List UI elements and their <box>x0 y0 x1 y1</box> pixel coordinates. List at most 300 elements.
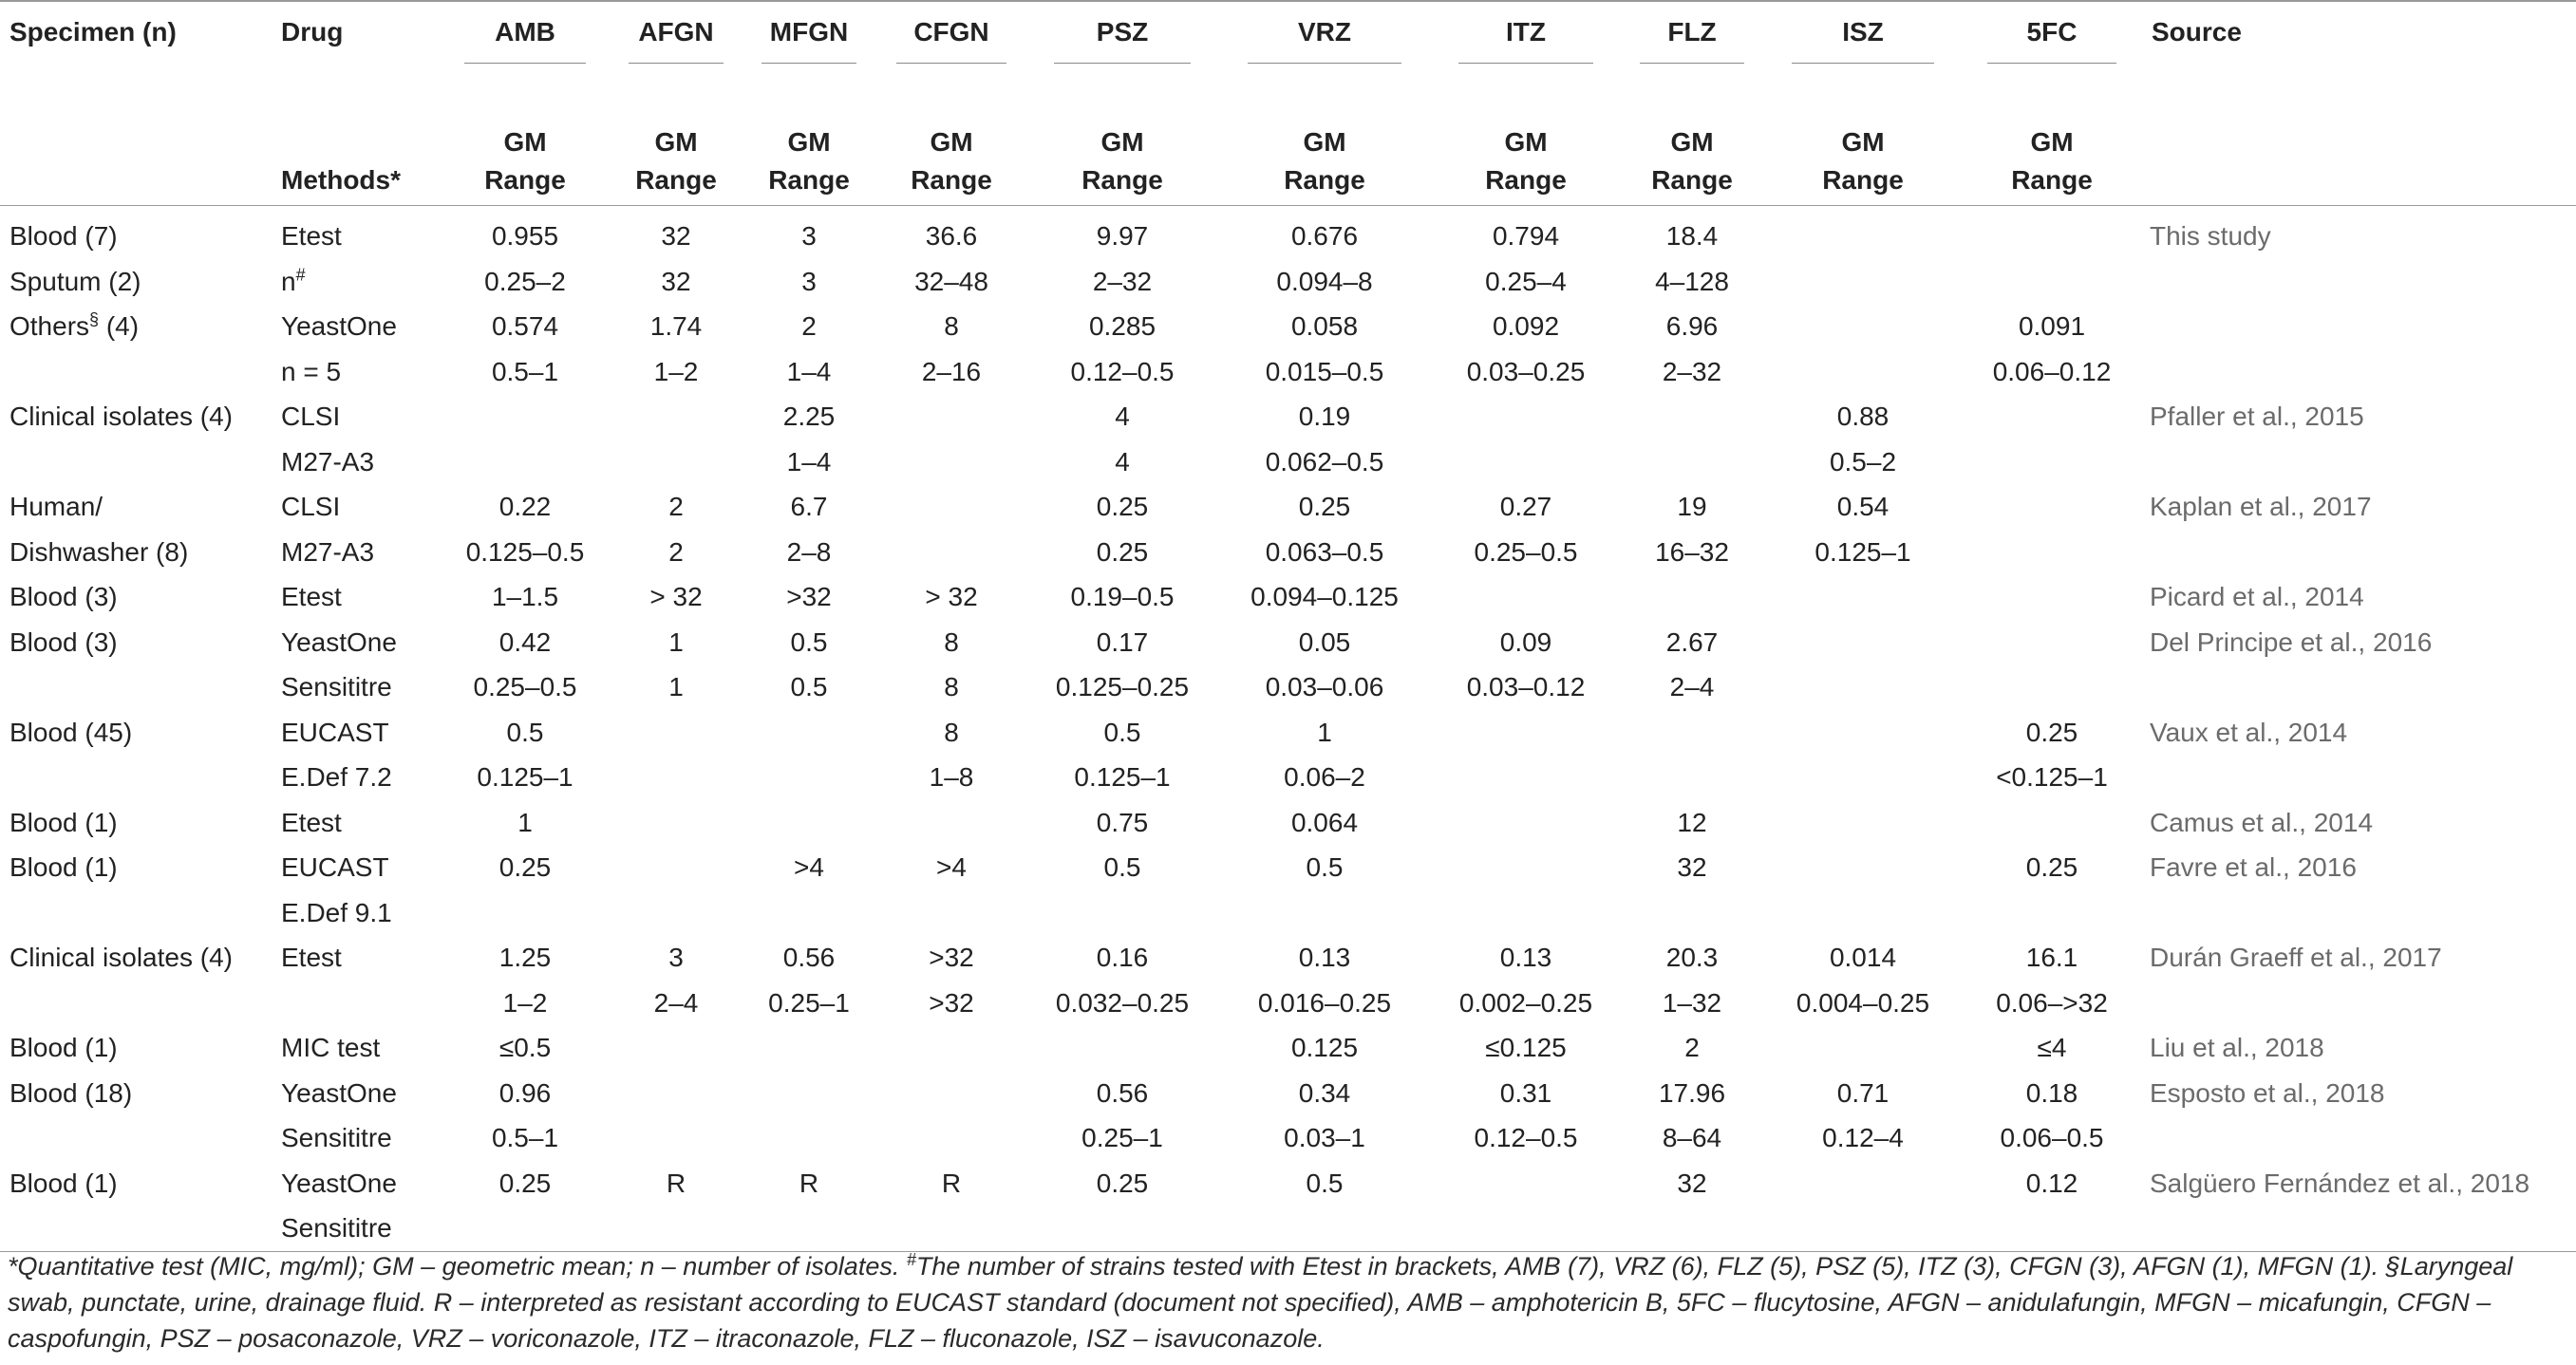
cell-value-psz: 0.16 <box>1096 943 1149 972</box>
cell-value-amb: 0.5–1 <box>491 356 559 386</box>
cell-value-amb: 0.5–1 <box>491 1123 559 1152</box>
cell-value-vrz <box>1217 1206 1432 1251</box>
cell-specimen: Dishwasher (8) <box>9 536 189 567</box>
cell-method: CLSI <box>281 402 341 431</box>
cell-value-psz: 0.17 <box>1096 626 1149 657</box>
cell-value-amb <box>441 890 610 936</box>
cell-value-isz <box>1764 304 1962 349</box>
cell-value-vrz: 0.064 <box>1290 807 1359 837</box>
cell-value-mfgn: 0.25–1 <box>768 987 850 1018</box>
header-specimen: Specimen (n) <box>9 17 177 47</box>
cell-value-cfgn <box>875 1071 1027 1116</box>
header-drug-row <box>0 0 2576 97</box>
cell-value-amb: 0.25–2 <box>484 266 566 296</box>
header-gm-range: GM Range <box>635 127 717 195</box>
cell-value-isz <box>1764 574 1962 620</box>
cell-value-amb: 0.96 <box>498 1077 552 1108</box>
header-drug-itz: ITZ <box>1432 0 1620 97</box>
table-body <box>0 206 2576 1252</box>
cell-value-5fc <box>1962 484 2142 530</box>
cell-value-cfgn: 1–8 <box>929 762 974 792</box>
header-gm-range: GM Range <box>1081 127 1163 195</box>
cell-value-vrz <box>1217 890 1432 936</box>
cell-value-5fc <box>1962 574 2142 620</box>
cell-specimen: Blood (1) <box>9 1168 118 1198</box>
cell-value-flz <box>1620 890 1764 936</box>
cell-value-isz <box>1764 890 1962 936</box>
cell-method: E.Def 9.1 <box>281 897 392 927</box>
cell-value-vrz: 0.13 <box>1298 943 1351 972</box>
cell-method: M27-A3 <box>281 446 375 477</box>
cell-value-afgn <box>610 800 743 846</box>
cell-value-flz: 12 <box>1677 807 1707 837</box>
cell-value-cfgn: >4 <box>936 852 967 882</box>
cell-value-mfgn: R <box>799 1168 819 1198</box>
cell-value-psz: 0.75 <box>1096 807 1149 837</box>
cell-value-mfgn <box>743 1115 875 1161</box>
cell-value-itz: 0.09 <box>1499 626 1552 657</box>
cell-value-cfgn: >32 <box>929 943 974 972</box>
cell-value-flz <box>1620 439 1764 485</box>
cell-value-cfgn <box>875 800 1027 846</box>
cell-value-5fc <box>1962 206 2142 259</box>
cell-value-psz <box>1027 1206 1217 1251</box>
table-row <box>0 664 2576 710</box>
cell-value-cfgn: 8 <box>944 672 959 701</box>
table-row <box>0 620 2576 665</box>
cell-value-afgn <box>610 1071 743 1116</box>
cell-value-afgn <box>610 710 743 756</box>
cell-value-itz: 0.03–0.25 <box>1466 356 1586 386</box>
cell-value-cfgn: >32 <box>929 987 974 1018</box>
cell-method: YeastOne <box>281 626 397 657</box>
cell-value-flz: 2.67 <box>1665 626 1719 657</box>
cell-value-5fc: 0.12 <box>2025 1168 2078 1198</box>
cell-value-isz: 0.125–1 <box>1814 536 1911 567</box>
table-row <box>0 530 2576 575</box>
cell-value-cfgn <box>875 890 1027 936</box>
cell-source: Favre et al., 2016 <box>2150 852 2357 882</box>
cell-value-5fc <box>1962 439 2142 485</box>
cell-value-5fc <box>1962 259 2142 305</box>
cell-source: Pfaller et al., 2015 <box>2150 402 2364 431</box>
cell-value-vrz: 0.03–1 <box>1284 1123 1365 1152</box>
cell-specimen: Blood (3) <box>9 626 118 657</box>
cell-value-vrz: 0.058 <box>1290 311 1359 341</box>
header-gm-range: GM Range <box>768 127 850 195</box>
cell-value-5fc <box>1962 394 2142 439</box>
cell-value-psz: 2–32 <box>1092 266 1153 296</box>
header-drug: Drug <box>281 17 344 47</box>
cell-value-afgn: 2–4 <box>653 987 699 1018</box>
cell-value-itz: 0.13 <box>1499 943 1552 972</box>
cell-value-vrz: 0.125 <box>1290 1033 1359 1062</box>
cell-value-isz <box>1764 259 1962 305</box>
table-row <box>0 710 2576 756</box>
cell-value-mfgn: 3 <box>801 266 817 296</box>
cell-value-mfgn: >32 <box>786 582 832 611</box>
cell-method: E.Def 7.2 <box>281 762 392 792</box>
cell-value-cfgn: 8 <box>944 717 959 747</box>
cell-value-itz: 0.27 <box>1499 492 1552 521</box>
cell-value-afgn <box>610 1206 743 1251</box>
cell-value-amb: 0.42 <box>498 626 552 657</box>
cell-source <box>2142 664 2576 710</box>
table-row <box>0 574 2576 620</box>
cell-value-mfgn: 0.56 <box>782 943 836 972</box>
cell-value-flz: 16–32 <box>1655 536 1729 567</box>
cell-value-cfgn: R <box>941 1168 962 1198</box>
cell-value-itz: 0.25–4 <box>1485 266 1567 296</box>
header-gm-range: GM Range <box>1822 127 1904 195</box>
cell-value-afgn <box>610 845 743 890</box>
cell-method <box>272 981 441 1026</box>
footnote-hash: # <box>906 1250 916 1269</box>
header-drug-afgn: AFGN <box>610 0 743 97</box>
footnote-part1: *Quantitative test (MIC, mg/ml); GM – geometric mean; n – number of isolates. <box>8 1252 907 1281</box>
cell-value-5fc <box>1962 1206 2142 1251</box>
cell-value-psz: 4 <box>1115 446 1130 477</box>
cell-specimen: Human/ <box>9 492 103 521</box>
cell-value-isz <box>1764 206 1962 259</box>
cell-value-5fc <box>1962 664 2142 710</box>
header-gm-range: GM Range <box>1651 127 1733 195</box>
cell-source: Kaplan et al., 2017 <box>2150 492 2372 521</box>
cell-method: EUCAST <box>281 852 389 882</box>
cell-value-vrz: 0.094–8 <box>1276 266 1373 296</box>
table-row <box>0 206 2576 259</box>
cell-value-psz: 0.25 <box>1096 1168 1149 1198</box>
cell-value-psz: 0.25–1 <box>1081 1123 1163 1152</box>
cell-source: Vaux et al., 2014 <box>2150 717 2348 747</box>
cell-value-vrz: 0.5 <box>1306 852 1344 882</box>
cell-value-vrz: 0.5 <box>1306 1168 1344 1198</box>
cell-value-isz: 0.004–0.25 <box>1796 987 1930 1018</box>
cell-value-mfgn: 2–8 <box>786 536 832 567</box>
table-row <box>0 1206 2576 1251</box>
cell-value-afgn: 32 <box>661 266 691 296</box>
cell-value-flz <box>1620 394 1764 439</box>
cell-value-5fc: 0.06–0.12 <box>1992 356 2112 386</box>
cell-specimen: Blood (45) <box>9 717 133 747</box>
cell-method: Sensititre <box>281 672 392 701</box>
cell-value-psz: 0.285 <box>1088 311 1156 341</box>
cell-value-afgn <box>610 394 743 439</box>
cell-value-mfgn: >4 <box>794 852 824 882</box>
cell-value-5fc: 0.06–0.5 <box>2000 1123 2104 1152</box>
cell-source <box>2142 349 2576 395</box>
cell-value-5fc: 0.091 <box>2018 311 2086 341</box>
table-row <box>0 981 2576 1026</box>
cell-value-amb: 1–1.5 <box>491 582 559 611</box>
cell-value-flz <box>1620 755 1764 800</box>
cell-value-amb <box>441 439 610 485</box>
table-footnote <box>8 1248 2562 1356</box>
cell-value-amb: 0.574 <box>491 311 559 341</box>
cell-value-psz: 0.125–0.25 <box>1055 672 1190 701</box>
cell-value-cfgn <box>875 439 1027 485</box>
cell-value-afgn: 3 <box>668 943 684 972</box>
cell-value-vrz: 0.094–0.125 <box>1250 582 1399 611</box>
cell-value-vrz: 0.25 <box>1298 492 1351 521</box>
cell-value-afgn: > 32 <box>649 582 703 611</box>
cell-value-isz <box>1764 710 1962 756</box>
cell-source <box>2142 755 2576 800</box>
table-row <box>0 304 2576 349</box>
cell-value-amb: 0.25–0.5 <box>473 672 577 701</box>
cell-value-psz: 4 <box>1115 402 1130 431</box>
cell-value-vrz: 0.06–2 <box>1284 762 1365 792</box>
cell-value-itz: 0.31 <box>1499 1077 1552 1108</box>
header-drug-cfgn: CFGN <box>875 0 1027 97</box>
cell-specimen <box>0 1206 272 1251</box>
cell-source <box>2142 1115 2576 1161</box>
header-drug-vrz: VRZ <box>1217 0 1432 97</box>
cell-value-mfgn: 0.5 <box>790 672 828 701</box>
cell-method: YeastOne <box>281 1168 397 1198</box>
cell-value-cfgn: 2–16 <box>921 356 982 386</box>
cell-value-psz: 0.56 <box>1096 1077 1149 1108</box>
cell-specimen: Sputum (2) <box>9 266 141 296</box>
cell-value-flz: 2–4 <box>1669 672 1715 701</box>
cell-value-amb: 0.5 <box>506 717 544 747</box>
cell-value-5fc: 0.18 <box>2025 1077 2078 1108</box>
table-row <box>0 1115 2576 1161</box>
cell-value-flz: 20.3 <box>1665 943 1719 972</box>
cell-value-itz <box>1432 890 1620 936</box>
cell-value-flz: 32 <box>1677 852 1707 882</box>
cell-value-itz <box>1432 439 1620 485</box>
cell-value-afgn: 2 <box>668 536 684 567</box>
cell-source: Del Principe et al., 2016 <box>2150 626 2433 657</box>
cell-value-mfgn <box>743 755 875 800</box>
cell-value-isz <box>1764 1025 1962 1071</box>
cell-value-isz: 0.014 <box>1829 943 1897 972</box>
cell-value-amb: 0.22 <box>498 492 552 521</box>
cell-source <box>2142 439 2576 485</box>
cell-value-flz: 18.4 <box>1665 221 1719 251</box>
cell-method: M27-A3 <box>281 536 375 567</box>
cell-value-5fc: 0.06–>32 <box>1996 987 2108 1018</box>
cell-source: Salgüero Fernández et al., 2018 <box>2150 1168 2530 1198</box>
cell-value-cfgn: 8 <box>944 311 959 341</box>
cell-value-cfgn <box>875 1115 1027 1161</box>
cell-value-afgn: R <box>666 1168 686 1198</box>
cell-value-flz: 6.96 <box>1665 311 1719 341</box>
cell-specimen: Clinical isolates (4) <box>9 943 233 972</box>
cell-value-cfgn <box>875 394 1027 439</box>
cell-specimen <box>0 664 272 710</box>
cell-value-flz: 1–32 <box>1662 987 1722 1018</box>
table-row <box>0 890 2576 936</box>
cell-value-mfgn: 3 <box>801 221 817 251</box>
cell-value-mfgn: 6.7 <box>790 492 828 521</box>
cell-value-amb <box>441 394 610 439</box>
cell-source: Camus et al., 2014 <box>2150 807 2374 837</box>
cell-value-cfgn: 8 <box>944 626 959 657</box>
cell-source: This study <box>2150 221 2271 251</box>
cell-method: Sensititre <box>281 1213 392 1243</box>
cell-value-psz: 0.5 <box>1103 852 1141 882</box>
cell-value-mfgn: 1–4 <box>786 356 832 386</box>
cell-value-5fc: 0.25 <box>2025 717 2078 747</box>
cell-value-amb: 1 <box>517 807 533 837</box>
footnote-part2: The number of strains tested with Etest in brackets, AMB (7), VRZ (6), FLZ (5), PSZ (5), ITZ (3), CFGN (3), AFGN (1), MFGN (1). §Laryngeal swab, punctate, urine, drainage fluid. R – interpreted as resistant according to EUCAST standard (document not specified), AMB – amphotericin B, 5FC – flucytosine, AFGN – anidulafungin, MFGN – micafungin, CFGN – caspofungin, PSZ – posaconazole, VRZ – voriconazole, ITZ – itraconazole, FLZ – fluconazole, ISZ – isavuconazole. <box>8 1252 2513 1353</box>
table-row <box>0 394 2576 439</box>
cell-value-mfgn <box>743 1071 875 1116</box>
cell-method: n# <box>281 265 306 296</box>
cell-source: Liu et al., 2018 <box>2150 1033 2324 1062</box>
cell-value-itz <box>1432 800 1620 846</box>
cell-value-amb: 0.955 <box>491 221 559 251</box>
cell-value-itz: 0.25–0.5 <box>1474 536 1578 567</box>
cell-value-afgn: 1 <box>668 626 684 657</box>
cell-value-5fc: 0.25 <box>2025 852 2078 882</box>
cell-value-itz <box>1432 1161 1620 1206</box>
cell-specimen: Blood (7) <box>9 221 118 251</box>
cell-value-cfgn <box>875 484 1027 530</box>
cell-value-itz: 0.03–0.12 <box>1466 672 1586 701</box>
cell-specimen: Others§ (4) <box>9 309 140 341</box>
cell-value-5fc: <0.125–1 <box>1996 762 2108 792</box>
cell-value-5fc: ≤4 <box>2037 1033 2067 1062</box>
cell-value-afgn <box>610 1025 743 1071</box>
table-row <box>0 259 2576 305</box>
cell-source: Durán Graeff et al., 2017 <box>2150 943 2442 972</box>
cell-method: Etest <box>281 221 342 251</box>
cell-value-afgn: 1–2 <box>653 356 699 386</box>
cell-value-isz <box>1764 845 1962 890</box>
cell-specimen: Blood (1) <box>9 807 118 837</box>
cell-value-vrz: 0.062–0.5 <box>1265 446 1384 477</box>
cell-value-flz <box>1620 574 1764 620</box>
cell-value-isz <box>1764 800 1962 846</box>
cell-value-5fc <box>1962 620 2142 665</box>
cell-value-cfgn <box>875 530 1027 575</box>
header-specimen-blank <box>0 97 272 206</box>
table-row <box>0 484 2576 530</box>
cell-value-mfgn <box>743 1206 875 1251</box>
cell-value-isz: 0.5–2 <box>1829 446 1897 477</box>
table-row <box>0 1161 2576 1206</box>
cell-value-flz <box>1620 1206 1764 1251</box>
cell-source <box>2142 890 2576 936</box>
cell-method: Etest <box>281 807 342 837</box>
cell-value-isz <box>1764 1206 1962 1251</box>
cell-value-afgn: 1 <box>668 672 684 701</box>
cell-value-isz <box>1764 755 1962 800</box>
cell-value-cfgn <box>875 1206 1027 1251</box>
cell-value-flz: 2–32 <box>1662 356 1722 386</box>
header-source-blank <box>2142 97 2576 206</box>
cell-source <box>2142 259 2576 305</box>
cell-value-flz: 17.96 <box>1658 1077 1726 1108</box>
cell-value-psz: 0.032–0.25 <box>1055 987 1190 1018</box>
table-row <box>0 439 2576 485</box>
cell-value-vrz: 0.34 <box>1298 1077 1351 1108</box>
cell-value-amb: 0.125–1 <box>477 762 573 792</box>
cell-value-vrz: 0.05 <box>1298 626 1351 657</box>
cell-value-psz: 9.97 <box>1096 221 1149 251</box>
header-drug-amb: AMB <box>441 0 610 97</box>
cell-value-itz <box>1432 845 1620 890</box>
cell-source: Esposto et al., 2018 <box>2150 1077 2385 1108</box>
cell-value-mfgn <box>743 1025 875 1071</box>
table-row <box>0 1071 2576 1116</box>
cell-value-flz <box>1620 710 1764 756</box>
cell-value-isz: 0.12–4 <box>1822 1123 1904 1152</box>
cell-value-itz <box>1432 574 1620 620</box>
table-row <box>0 935 2576 981</box>
cell-value-cfgn: 32–48 <box>914 266 988 296</box>
cell-value-amb: 1.25 <box>498 943 552 972</box>
cell-specimen: Clinical isolates (4) <box>9 402 233 431</box>
cell-value-psz: 0.125–1 <box>1074 762 1171 792</box>
cell-value-flz: 8–64 <box>1662 1123 1722 1152</box>
header-method-row <box>0 97 2576 206</box>
table-row <box>0 755 2576 800</box>
table-row <box>0 1025 2576 1071</box>
cell-value-cfgn: 36.6 <box>925 221 978 251</box>
cell-value-isz <box>1764 620 1962 665</box>
header-source: Source <box>2152 17 2242 47</box>
cell-method: YeastOne <box>281 311 397 341</box>
cell-method: Etest <box>281 943 342 972</box>
header-drug-isz: ISZ <box>1764 0 1962 97</box>
cell-value-itz <box>1432 394 1620 439</box>
cell-value-vrz: 0.03–0.06 <box>1265 672 1384 701</box>
cell-value-mfgn <box>743 890 875 936</box>
cell-specimen <box>0 349 272 395</box>
cell-value-itz <box>1432 710 1620 756</box>
cell-specimen: Blood (18) <box>9 1077 133 1108</box>
cell-value-psz <box>1027 1025 1217 1071</box>
cell-method: MIC test <box>281 1033 381 1062</box>
cell-value-psz <box>1027 890 1217 936</box>
cell-value-psz: 0.25 <box>1096 536 1149 567</box>
cell-value-flz: 19 <box>1677 492 1707 521</box>
cell-value-vrz: 0.016–0.25 <box>1257 987 1392 1018</box>
cell-value-psz: 0.5 <box>1103 717 1141 747</box>
cell-value-5fc <box>1962 530 2142 575</box>
cell-value-itz: 0.794 <box>1492 221 1560 251</box>
cell-value-5fc: 16.1 <box>2025 943 2078 972</box>
cell-source <box>2142 1206 2576 1251</box>
header-drug-5fc: 5FC <box>1962 0 2142 97</box>
cell-value-itz <box>1432 755 1620 800</box>
cell-value-itz: 0.12–0.5 <box>1474 1123 1578 1152</box>
cell-source <box>2142 530 2576 575</box>
cell-value-amb: 1–2 <box>502 987 548 1018</box>
cell-value-amb <box>441 1206 610 1251</box>
cell-value-afgn: 1.74 <box>649 311 703 341</box>
cell-value-mfgn: 2 <box>801 311 817 341</box>
cell-value-amb: 0.25 <box>498 852 552 882</box>
table-row <box>0 349 2576 395</box>
cell-value-mfgn: 1–4 <box>786 446 832 477</box>
cell-value-isz <box>1764 349 1962 395</box>
cell-value-amb: ≤0.5 <box>498 1033 552 1062</box>
cell-value-mfgn <box>743 710 875 756</box>
cell-value-5fc <box>1962 800 2142 846</box>
table-row <box>0 800 2576 846</box>
cell-value-vrz: 0.676 <box>1290 221 1359 251</box>
cell-specimen: Blood (3) <box>9 582 118 611</box>
cell-method: n = 5 <box>281 356 342 386</box>
cell-value-afgn <box>610 755 743 800</box>
cell-specimen: Blood (1) <box>9 1033 118 1062</box>
cell-value-flz: 4–128 <box>1655 266 1729 296</box>
